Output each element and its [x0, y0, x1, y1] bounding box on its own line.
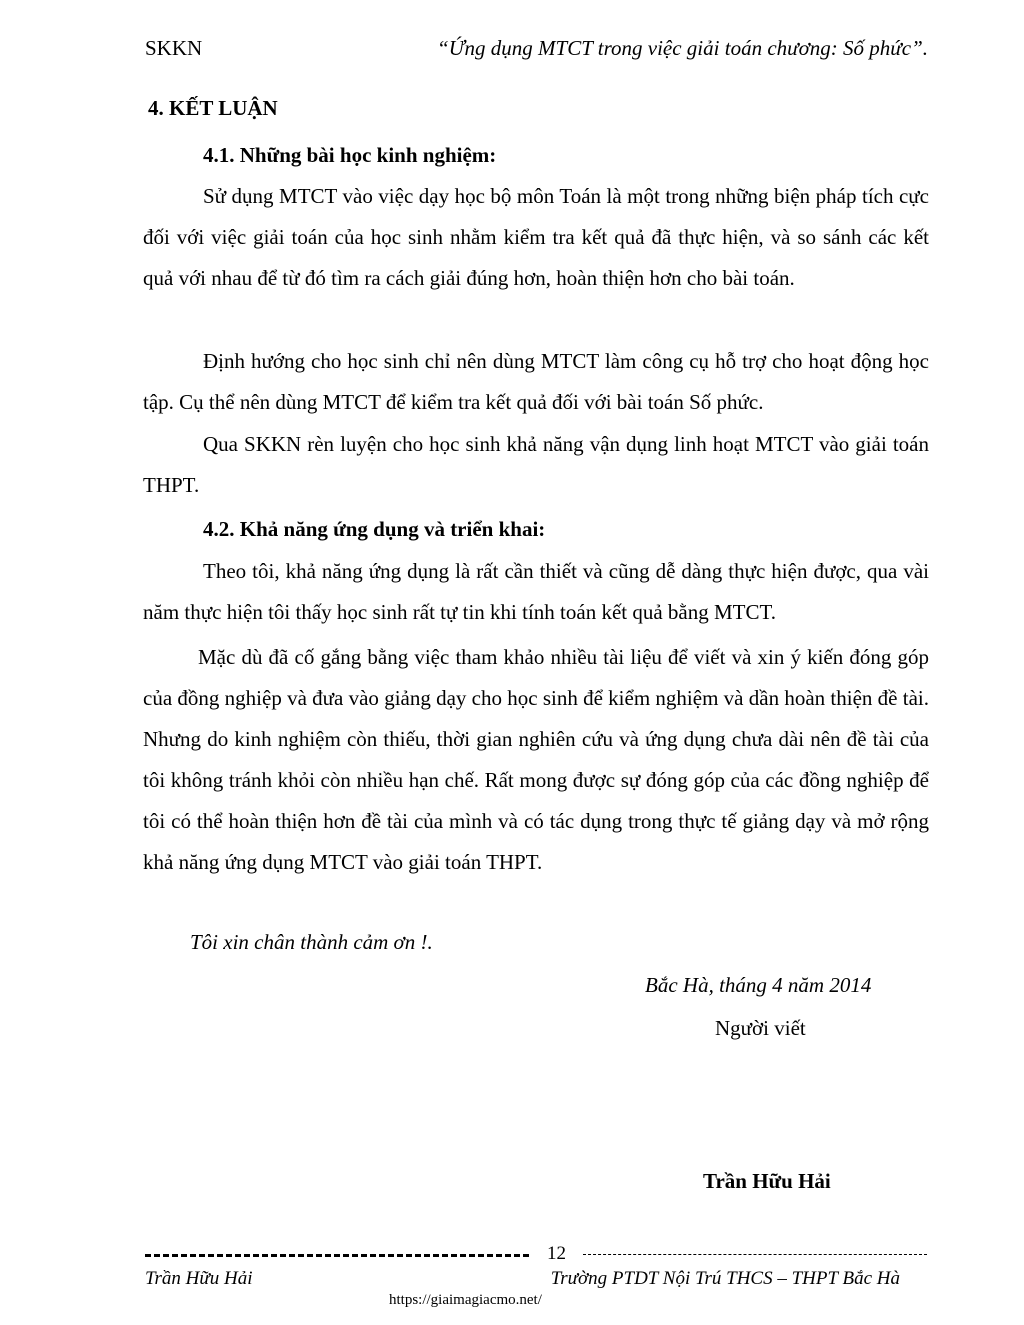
subsection-title-applicability: 4.2. Khả năng ứng dụng và triển khai: [203, 517, 546, 541]
writer-label: Người viết [715, 1016, 806, 1040]
footer-author: Trần Hữu Hải [145, 1268, 253, 1289]
paragraph-lessons-2: Định hướng cho học sinh chỉ nên dùng MTCT làm công cụ hỗ trợ cho hoạt động học tập. Cụ thể nên dùng MTCT để kiểm tra kết quả đối với bài toán Số phức. [143, 349, 929, 414]
paragraph-applicability-2: Mặc dù đã cố gắng bằng việc tham khảo nhiều tài liệu để viết và xin ý kiến đóng góp của đồng nghiệp và đưa vào giảng dạy cho học sinh để kiểm nghiệm và dần hoàn thiện đề tài. Nhưng do kinh nghiệm còn thiếu, thời gian nghiên cứu và ứng dụng chưa dài nên đề tài của tôi không tránh khỏi còn nhiều hạn chế. Rất mong được sự đóng góp của các đồng nghiệp để tôi có thể hoàn thiện hơn đề tài của mình và có tác dụng trong thực tế giảng dạy và mở rộng khả năng ứng dụng MTCT vào giải toán THPT. [143, 645, 929, 874]
subsection-title-lessons: 4.1. Những bài học kinh nghiệm: [203, 143, 497, 167]
header-document-title: “Ứng dụng MTCT trong việc giải toán chương: Số phức”. [437, 36, 928, 60]
place-date: Bắc Hà, tháng 4 năm 2014 [645, 973, 872, 997]
paragraph-lessons-3: Qua SKKN rèn luyện cho học sinh khả năng vận dụng linh hoạt MTCT vào giải toán THPT. [143, 432, 929, 497]
footer-dashed-rule-right [583, 1254, 927, 1255]
footer-divider [143, 1243, 929, 1267]
footer-school: Trường PTDT Nội Trú THCS – THPT Bắc Hà [550, 1268, 900, 1289]
footer-url[interactable]: https://giaimagiacmo.net/ [389, 1292, 542, 1308]
paragraph-applicability-1: Theo tôi, khả năng ứng dụng là rất cần thiết và cũng dễ dàng thực hiện được, qua vài năm thực hiện tôi thấy học sinh rất tự tin khi tính toán kết quả bằng MTCT. [143, 559, 929, 624]
section-title: 4. KẾT LUẬN [148, 96, 278, 120]
footer-dashed-rule-left [145, 1254, 529, 1257]
header-left-label: SKKN [145, 36, 203, 60]
page-number: 12 [547, 1243, 566, 1264]
paragraph-lessons-1: Sử dụng MTCT vào việc dạy học bộ môn Toán là một trong những biện pháp tích cực đối với việc giải toán của học sinh nhằm kiểm tra kết quả đã thực hiện, và so sánh các kết quả với nhau để từ đó tìm ra cách giải đúng hơn, hoàn thiện hơn cho bài toán. [143, 184, 929, 290]
author-signature-name: Trần Hữu Hải [703, 1169, 831, 1193]
thanks-line: Tôi xin chân thành cảm ơn !. [190, 930, 433, 954]
